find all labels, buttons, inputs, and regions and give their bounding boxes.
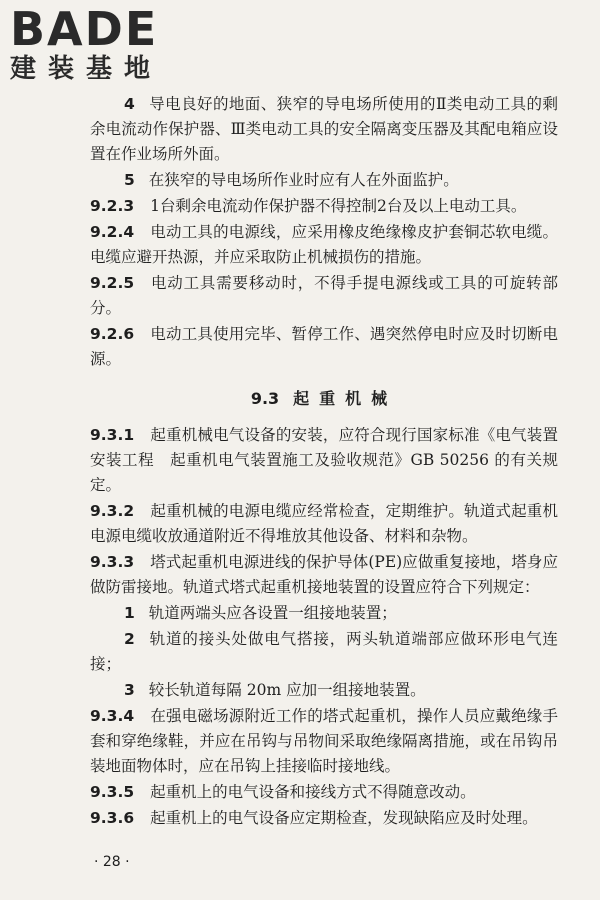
item-number: 2 [124,630,135,648]
section-number: 9.3 [250,389,280,408]
clause-text: 电动工具的电源线，应采用橡皮绝缘橡皮护套铜芯软电缆。电缆应避开热源，并应采取防止机械损伤的措施。 [90,223,558,266]
list-item [90,627,558,677]
item-number: 1 [124,604,135,622]
clause-paragraph [90,550,558,600]
section-heading [90,386,558,411]
clause-text: 1台剩余电流动作保护器不得控制2台及以上电动工具。 [150,197,527,215]
clause-paragraph [90,780,558,805]
bade-logo [10,4,180,84]
clause-number: 9.3.3 [90,553,135,571]
clause-text: 起重机上的电气设备和接线方式不得随意改动。 [150,783,476,801]
clause-text: 塔式起重机电源进线的保护导体(PE)应做重复接地，塔身应做防雷接地。轨道式塔式起重机接地装置的设置应符合下列规定： [90,553,558,596]
list-item [90,601,558,626]
logo-subtitle: 建装基地 [10,54,163,84]
list-item [90,678,558,703]
clause-text: 在强电磁场源附近工作的塔式起重机，操作人员应戴绝缘手套和穿绝缘鞋，并应在吊钩与吊物间采取绝缘隔离措施，或在吊钩吊装地面物体时，应在吊钩上挂接临时接地线。 [90,707,558,775]
clause-number: 9.2.6 [90,325,135,343]
logo-wordmark: BADE [10,2,159,56]
clause-number: 9.3.1 [90,426,135,444]
clause-number: 9.3.4 [90,707,135,725]
item-number: 5 [124,171,135,189]
clause-number: 9.3.2 [90,502,135,520]
clause-text: 起重机械的电源电缆应经常检查，定期维护。轨道式起重机电源电缆收放通道附近不得堆放其他设备、材料和杂物。 [90,502,558,545]
item-text: 在狭窄的导电场所作业时应有人在外面监护。 [148,171,459,189]
clause-text: 电动工具使用完毕、暂停工作、遇突然停电时应及时切断电源。 [90,325,558,368]
clause-paragraph [90,322,558,372]
clause-text: 起重机上的电气设备应定期检查，发现缺陷应及时处理。 [150,809,538,827]
list-item [90,168,558,193]
item-number: 4 [124,95,135,113]
item-text: 轨道的接头处做电气搭接，两头轨道端部应做环形电气连接； [90,630,558,673]
clause-number: 9.3.6 [90,809,135,827]
clause-number: 9.2.5 [90,274,135,292]
list-item [90,92,558,167]
item-text: 较长轨道每隔 20m 应加一组接地装置。 [148,681,426,699]
clause-number: 9.2.4 [90,223,135,241]
clause-paragraph [90,806,558,831]
clause-paragraph [90,423,558,498]
clause-paragraph [90,220,558,270]
page-number: · 28 · [94,854,130,870]
clause-paragraph [90,271,558,321]
clause-paragraph [90,194,558,219]
clause-text: 电动工具需要移动时，不得手提电源线或工具的可旋转部分。 [90,274,558,317]
document-body [90,92,558,832]
clause-text: 起重机械电气设备的安装，应符合现行国家标准《电气装置安装工程 起重机电气装置施工及验收规范》GB 50256 的有关规定。 [90,426,558,494]
clause-paragraph [90,704,558,779]
item-number: 3 [124,681,135,699]
clause-paragraph [90,499,558,549]
clause-number: 9.2.3 [90,197,135,215]
item-text: 导电良好的地面、狭窄的导电场所使用的Ⅱ类电动工具的剩余电流动作保护器、Ⅲ类电动工具的安全隔离变压器及其配电箱应设置在作业场所外面。 [90,95,558,163]
clause-number: 9.3.5 [90,783,135,801]
item-text: 轨道两端头应各设置一组接地装置； [148,604,397,622]
section-title: 起重机械 [293,389,398,408]
